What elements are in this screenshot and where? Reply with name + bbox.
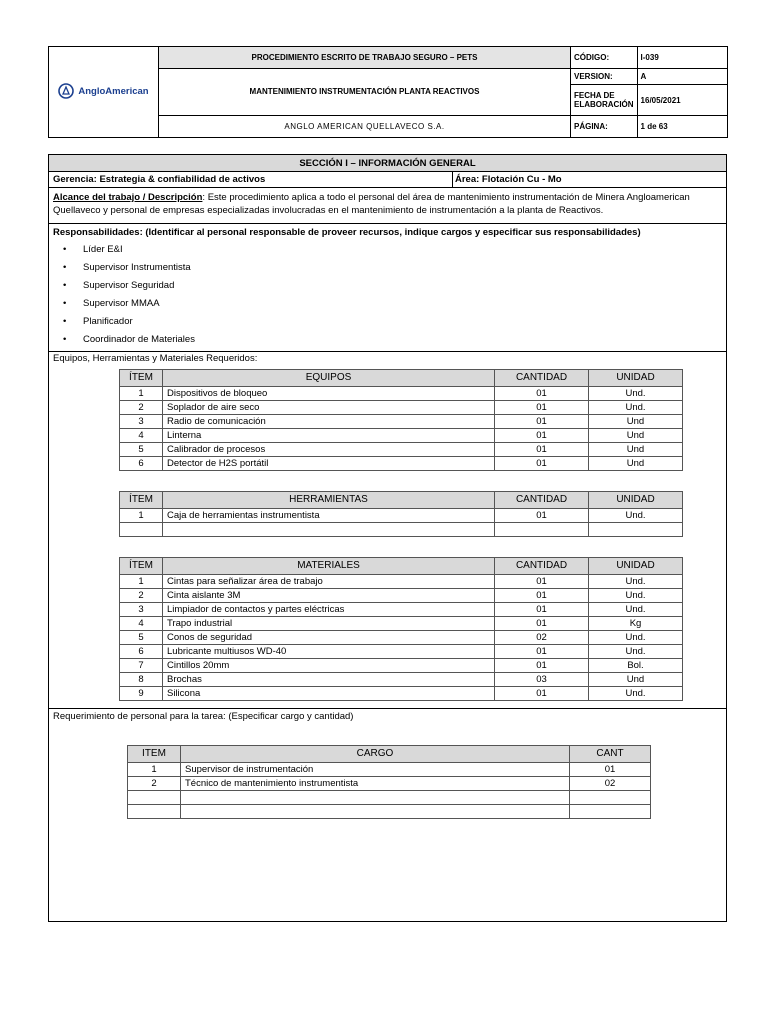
table-cell: 2 [120, 401, 163, 415]
table-cell: 01 [570, 763, 651, 777]
table-cell [570, 805, 651, 819]
table-cell: Kg [589, 617, 683, 631]
herramientas-header-row [120, 492, 683, 509]
table-row [120, 589, 683, 603]
table-cell: Cintas para señalizar área de trabajo [163, 575, 495, 589]
personal-header-cell: CARGO [181, 746, 570, 763]
table-cell: Trapo industrial [163, 617, 495, 631]
codigo-label: CÓDIGO: [571, 47, 638, 69]
table-row [128, 791, 651, 805]
table-cell [120, 523, 163, 537]
table-cell: 03 [495, 673, 589, 687]
table-row [128, 805, 651, 819]
responsable-item: • Supervisor MMAA [53, 295, 722, 313]
table-cell: 6 [120, 645, 163, 659]
table-cell: Radio de comunicación [163, 415, 495, 429]
herramientas-table [119, 491, 683, 537]
codigo-value: I-039 [637, 47, 727, 69]
table-cell: 4 [120, 429, 163, 443]
responsabilidades-row [49, 224, 726, 352]
table-cell: 8 [120, 673, 163, 687]
table-cell: 01 [495, 687, 589, 701]
table-cell [163, 523, 495, 537]
personal-header-cell: ITEM [128, 746, 181, 763]
document-header [48, 46, 728, 138]
document-type-title: PROCEDIMIENTO ESCRITO DE TRABAJO SEGURO – PETS [159, 47, 571, 69]
version-value: A [637, 69, 727, 85]
table-cell [181, 805, 570, 819]
table-cell: 6 [120, 457, 163, 471]
table-cell: Und [589, 673, 683, 687]
table-cell: Silicona [163, 687, 495, 701]
materiales-header-cell: MATERIALES [163, 558, 495, 575]
table-cell: Supervisor de instrumentación [181, 763, 570, 777]
anglo-logo-icon [58, 83, 74, 99]
table-cell: 7 [120, 659, 163, 673]
table-cell: 01 [495, 401, 589, 415]
equipos-header-cell: CANTIDAD [495, 370, 589, 387]
table-cell: 01 [495, 575, 589, 589]
equipos-header-cell: UNIDAD [589, 370, 683, 387]
table-cell: 01 [495, 589, 589, 603]
table-row [120, 575, 683, 589]
table-row [120, 617, 683, 631]
table-cell: 3 [120, 415, 163, 429]
equipos-header-row [120, 370, 683, 387]
table-cell: 1 [120, 509, 163, 523]
table-cell: 4 [120, 617, 163, 631]
table-row [120, 659, 683, 673]
personal-table [127, 745, 651, 819]
table-cell: 5 [120, 631, 163, 645]
herramientas-header-cell: ÍTEM [120, 492, 163, 509]
table-row [128, 763, 651, 777]
table-cell: Caja de herramientas instrumentista [163, 509, 495, 523]
responsable-item: • Coordinador de Materiales [53, 331, 722, 349]
table-cell: Und. [589, 603, 683, 617]
personal-header-row [128, 746, 651, 763]
anglo-american-logo [58, 83, 148, 99]
herramientas-header-cell: HERRAMIENTAS [163, 492, 495, 509]
table-cell: 01 [495, 509, 589, 523]
table-cell: Und. [589, 645, 683, 659]
table-cell [128, 791, 181, 805]
table-row [120, 603, 683, 617]
table-cell: 01 [495, 429, 589, 443]
alcance-row [49, 188, 726, 224]
equipos-label: Equipos, Herramientas y Materiales Requeridos: [53, 353, 258, 364]
table-row [120, 645, 683, 659]
table-cell: Und. [589, 631, 683, 645]
table-row [120, 523, 683, 537]
table-cell: 3 [120, 603, 163, 617]
herramientas-header-cell: CANTIDAD [495, 492, 589, 509]
procedure-title: MANTENIMIENTO INSTRUMENTACIÓN PLANTA REACTIVOS [159, 69, 571, 116]
alcance-text: : Este procedimiento aplica a todo el personal del área de mantenimiento instrumentación de Minera Angloamerican Quellaveco y personal de empresas especializadas involucradas en el mantenimiento de instrumentación a la planta de Reactivos. [53, 192, 690, 216]
equipos-header-cell: EQUIPOS [163, 370, 495, 387]
fecha-label: FECHA DE ELABORACIÓN [571, 85, 638, 115]
table-cell: Técnico de mantenimiento instrumentista [181, 777, 570, 791]
table-cell: 02 [495, 631, 589, 645]
table-cell: Bol. [589, 659, 683, 673]
table-cell: 01 [495, 659, 589, 673]
pagina-label: PÁGINA: [571, 115, 638, 137]
table-cell: 01 [495, 443, 589, 457]
table-cell: Und. [589, 401, 683, 415]
table-cell: 01 [495, 645, 589, 659]
table-row [120, 387, 683, 401]
table-cell [128, 805, 181, 819]
table-cell: 01 [495, 603, 589, 617]
responsable-item: • Planificador [53, 313, 722, 331]
equipos-table [119, 369, 683, 471]
table-cell: Und [589, 415, 683, 429]
materiales-header-row [120, 558, 683, 575]
table-cell: 1 [120, 387, 163, 401]
table-cell: Und. [589, 509, 683, 523]
table-cell: Und. [589, 387, 683, 401]
materiales-table [119, 557, 683, 701]
table-cell: 9 [120, 687, 163, 701]
table-row [120, 687, 683, 701]
company-name: ANGLO AMERICAN QUELLAVECO S.A. [159, 115, 571, 137]
table-cell: 01 [495, 457, 589, 471]
table-row [120, 509, 683, 523]
table-cell [589, 523, 683, 537]
table-cell: Limpiador de contactos y partes eléctricas [163, 603, 495, 617]
table-cell: Und [589, 457, 683, 471]
area-text: Área: Flotación Cu - Mo [452, 172, 562, 187]
equipos-header-cell: ÍTEM [120, 370, 163, 387]
table-cell [570, 791, 651, 805]
table-cell: Detector de H2S portátil [163, 457, 495, 471]
logo-cell [49, 47, 159, 138]
table-cell: 2 [120, 589, 163, 603]
responsabilidades-label: Responsabilidades: (Identificar al personal responsable de proveer recursos, indique cargos y especificar sus responsabilidades) [53, 227, 641, 238]
table-cell: 01 [495, 617, 589, 631]
personal-header-cell: CANT [570, 746, 651, 763]
table-cell: Lubricante multiusos WD-40 [163, 645, 495, 659]
section-general-info [48, 154, 727, 922]
table-cell: Linterna [163, 429, 495, 443]
materiales-header-cell: CANTIDAD [495, 558, 589, 575]
table-cell: Und [589, 429, 683, 443]
responsable-item: • Líder E&I [53, 241, 722, 259]
table-cell: 5 [120, 443, 163, 457]
table-row [120, 415, 683, 429]
materiales-header-cell: ÍTEM [120, 558, 163, 575]
responsables-list [53, 241, 722, 349]
table-cell: Und. [589, 687, 683, 701]
gerencia-area-row [49, 172, 726, 188]
table-row [120, 457, 683, 471]
gerencia-text: Gerencia: Estrategia & confiabilidad de activos [53, 174, 266, 185]
table-cell: 1 [128, 763, 181, 777]
table-cell: Calibrador de procesos [163, 443, 495, 457]
table-row [120, 429, 683, 443]
logo-text: AngloAmerican [78, 85, 149, 97]
personal-divider [49, 708, 726, 709]
version-label: VERSION: [571, 69, 638, 85]
table-row [120, 443, 683, 457]
table-cell: 01 [495, 415, 589, 429]
section-title: SECCIÓN I – INFORMACIÓN GENERAL [49, 155, 726, 172]
fecha-value: 16/05/2021 [637, 85, 727, 115]
table-cell: 01 [495, 387, 589, 401]
herramientas-header-cell: UNIDAD [589, 492, 683, 509]
table-cell: Cintillos 20mm [163, 659, 495, 673]
table-row [128, 777, 651, 791]
table-cell: Und. [589, 575, 683, 589]
table-cell: Conos de seguridad [163, 631, 495, 645]
table-cell: Cinta aislante 3M [163, 589, 495, 603]
table-cell [181, 791, 570, 805]
personal-label: Requerimiento de personal para la tarea: (Especificar cargo y cantidad) [53, 711, 354, 722]
responsable-item: • Supervisor Instrumentista [53, 259, 722, 277]
table-cell: Brochas [163, 673, 495, 687]
table-cell: 2 [128, 777, 181, 791]
table-cell: Soplador de aire seco [163, 401, 495, 415]
table-cell [495, 523, 589, 537]
alcance-label: Alcance del trabajo / Descripción [53, 192, 203, 203]
table-row [120, 401, 683, 415]
table-cell: Und [589, 443, 683, 457]
materiales-header-cell: UNIDAD [589, 558, 683, 575]
table-row [120, 673, 683, 687]
table-cell: Und. [589, 589, 683, 603]
table-cell: 1 [120, 575, 163, 589]
responsable-item: • Supervisor Seguridad [53, 277, 722, 295]
table-row [120, 631, 683, 645]
table-cell: 02 [570, 777, 651, 791]
pagina-value: 1 de 63 [637, 115, 727, 137]
table-cell: Dispositivos de bloqueo [163, 387, 495, 401]
